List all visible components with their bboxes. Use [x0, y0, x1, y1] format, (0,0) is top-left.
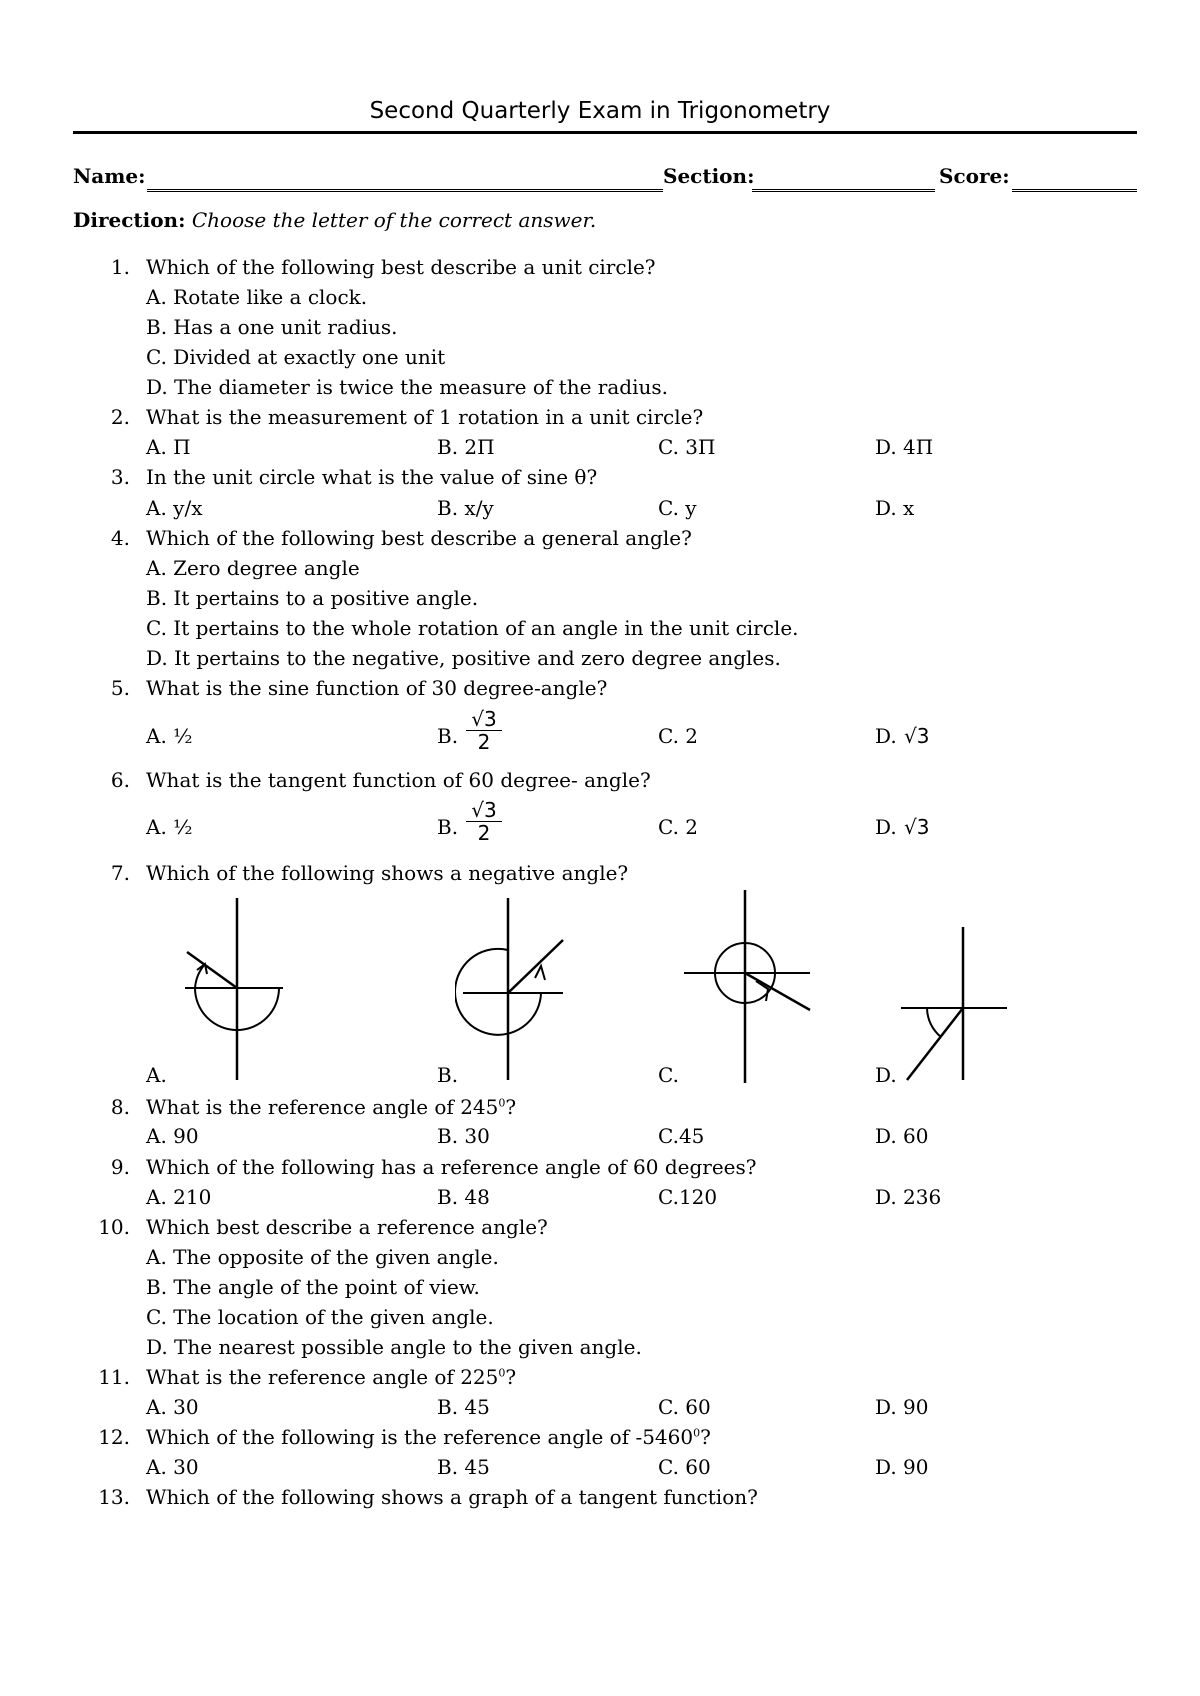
score-field[interactable] [1012, 189, 1137, 192]
choice-d[interactable]: D. 90 [875, 1455, 929, 1479]
choice-c[interactable]: C. 60 [658, 1395, 711, 1419]
question-text-main: What is the reference angle of 225 [146, 1365, 499, 1389]
direction-text: Choose the letter of the correct answer. [191, 208, 597, 232]
choice-c[interactable]: C. 2 [658, 815, 699, 839]
choice-d[interactable]: D. [875, 1063, 897, 1087]
radical: √3 [904, 724, 930, 748]
fraction-denominator: 2 [477, 730, 491, 754]
choice-c[interactable]: C.45 [658, 1124, 705, 1148]
name-field[interactable] [147, 189, 663, 192]
choice-b[interactable]: B. [437, 1063, 459, 1087]
question-number: 11. [98, 1365, 130, 1389]
choice-b[interactable]: B. 45 [437, 1395, 490, 1419]
choice-b[interactable]: B. Has a one unit radius. [146, 315, 398, 339]
choice-c[interactable]: C. It pertains to the whole rotation of an angle in the unit circle. [146, 616, 799, 640]
choice-b[interactable]: B. It pertains to a positive angle. [146, 586, 479, 610]
choice-d[interactable]: D. x [875, 496, 915, 520]
choice-c[interactable]: C. The location of the given angle. [146, 1305, 494, 1329]
question-text: Which of the following best describe a unit circle? [146, 255, 656, 279]
question-mark: ? [505, 1365, 517, 1389]
section-label: Section: [663, 164, 755, 188]
question-number: 4. [110, 526, 130, 550]
direction [73, 208, 596, 232]
choice-c[interactable]: C. Divided at exactly one unit [146, 345, 446, 369]
choice-a[interactable]: A. The opposite of the given angle. [146, 1245, 499, 1269]
question-text: Which of the following shows a negative angle? [146, 861, 629, 885]
choice-a[interactable]: A. 90 [146, 1124, 199, 1148]
fraction-numerator: √3 [466, 799, 502, 822]
choice-a[interactable]: A. [146, 1063, 167, 1087]
radical: √3 [904, 815, 930, 839]
angle-figure-b [455, 890, 575, 1085]
choice-a[interactable]: A. Rotate like a clock. [146, 285, 368, 309]
angle-figure-c [680, 885, 820, 1085]
question-text: In the unit circle what is the value of sine θ? [146, 465, 598, 489]
exam-title: Second Quarterly Exam in Trigonometry [369, 98, 831, 124]
question-text: What is the tangent function of 60 degree- angle? [146, 768, 651, 792]
title-rule [73, 131, 1137, 134]
degree-superscript: 0 [693, 1426, 701, 1440]
question-number: 7. [110, 861, 130, 885]
choice-c[interactable]: C. y [658, 496, 697, 520]
choice-d[interactable]: D. 236 [875, 1185, 942, 1209]
question-text [146, 1095, 516, 1119]
question-number: 6. [110, 768, 130, 792]
question-number: 10. [98, 1215, 130, 1239]
question-text: Which of the following has a reference angle of 60 degrees? [146, 1155, 757, 1179]
choice-d[interactable]: D. [875, 815, 897, 839]
angle-figure-a [175, 890, 285, 1085]
choice-d[interactable]: D. 60 [875, 1124, 929, 1148]
question-mark: ? [700, 1425, 711, 1449]
fraction-denominator: 2 [477, 821, 491, 845]
choice-b[interactable]: B. The angle of the point of view. [146, 1275, 480, 1299]
angle-figure-d [895, 925, 1015, 1085]
direction-label: Direction: [73, 208, 186, 232]
question-text-main: What is the reference angle of 245 [146, 1095, 499, 1119]
choice-d[interactable]: D. 90 [875, 1395, 929, 1419]
degree-superscript: 0 [498, 1366, 506, 1380]
question-text: What is the measurement of 1 rotation in a unit circle? [146, 405, 704, 429]
section-field[interactable] [752, 189, 935, 192]
choice-b[interactable]: B. 30 [437, 1124, 490, 1148]
choice-d[interactable]: D. It pertains to the negative, positive and zero degree angles. [146, 646, 781, 670]
choice-b[interactable]: B. [437, 815, 459, 839]
choice-c[interactable]: C. 60 [658, 1455, 711, 1479]
choice-d[interactable]: D. The diameter is twice the measure of the radius. [146, 375, 668, 399]
name-label: Name: [73, 164, 146, 188]
score-label: Score: [939, 164, 1010, 188]
fraction-numerator: √3 [466, 708, 502, 731]
choice-c[interactable]: C. [658, 1063, 679, 1087]
choice-c[interactable]: C.120 [658, 1185, 718, 1209]
choice-a[interactable]: A. Π [146, 435, 191, 459]
question-text: What is the sine function of 30 degree-angle? [146, 676, 608, 700]
question-text: Which of the following shows a graph of a tangent function? [146, 1485, 758, 1509]
choice-b[interactable]: B. x/y [437, 496, 494, 520]
question-text [146, 1365, 516, 1389]
choice-a[interactable]: A. ½ [146, 724, 193, 748]
choice-d[interactable]: D. [875, 724, 897, 748]
choice-b[interactable]: B. [437, 724, 459, 748]
question-number: 12. [98, 1425, 130, 1449]
choice-b[interactable]: B. 2Π [437, 435, 495, 459]
choice-a[interactable]: A. y/x [146, 496, 203, 520]
question-text [146, 1425, 711, 1449]
question-number: 1. [110, 255, 130, 279]
choice-a[interactable]: A. ½ [146, 815, 193, 839]
choice-d[interactable]: D. The nearest possible angle to the given angle. [146, 1335, 642, 1359]
choice-a[interactable]: A. 30 [146, 1455, 199, 1479]
question-number: 8. [110, 1095, 130, 1119]
choice-b[interactable]: B. 48 [437, 1185, 490, 1209]
choice-c[interactable]: C. 2 [658, 724, 699, 748]
question-text: Which of the following best describe a general angle? [146, 526, 692, 550]
choice-b[interactable]: B. 45 [437, 1455, 490, 1479]
choice-a[interactable]: A. 30 [146, 1395, 199, 1419]
choice-d[interactable]: D. 4Π [875, 435, 934, 459]
choice-c[interactable]: C. 3Π [658, 435, 716, 459]
fraction [466, 708, 502, 753]
question-text: Which best describe a reference angle? [146, 1215, 548, 1239]
question-number: 3. [110, 465, 130, 489]
question-mark: ? [505, 1095, 517, 1119]
question-number: 5. [110, 676, 130, 700]
question-number: 2. [110, 405, 130, 429]
choice-a[interactable]: A. Zero degree angle [146, 556, 360, 580]
choice-a[interactable]: A. 210 [146, 1185, 212, 1209]
question-number: 13. [98, 1485, 130, 1509]
fraction [466, 799, 502, 844]
degree-superscript: 0 [498, 1096, 506, 1110]
question-number: 9. [110, 1155, 130, 1179]
question-text-main: Which of the following is the reference angle of -5460 [146, 1425, 694, 1449]
